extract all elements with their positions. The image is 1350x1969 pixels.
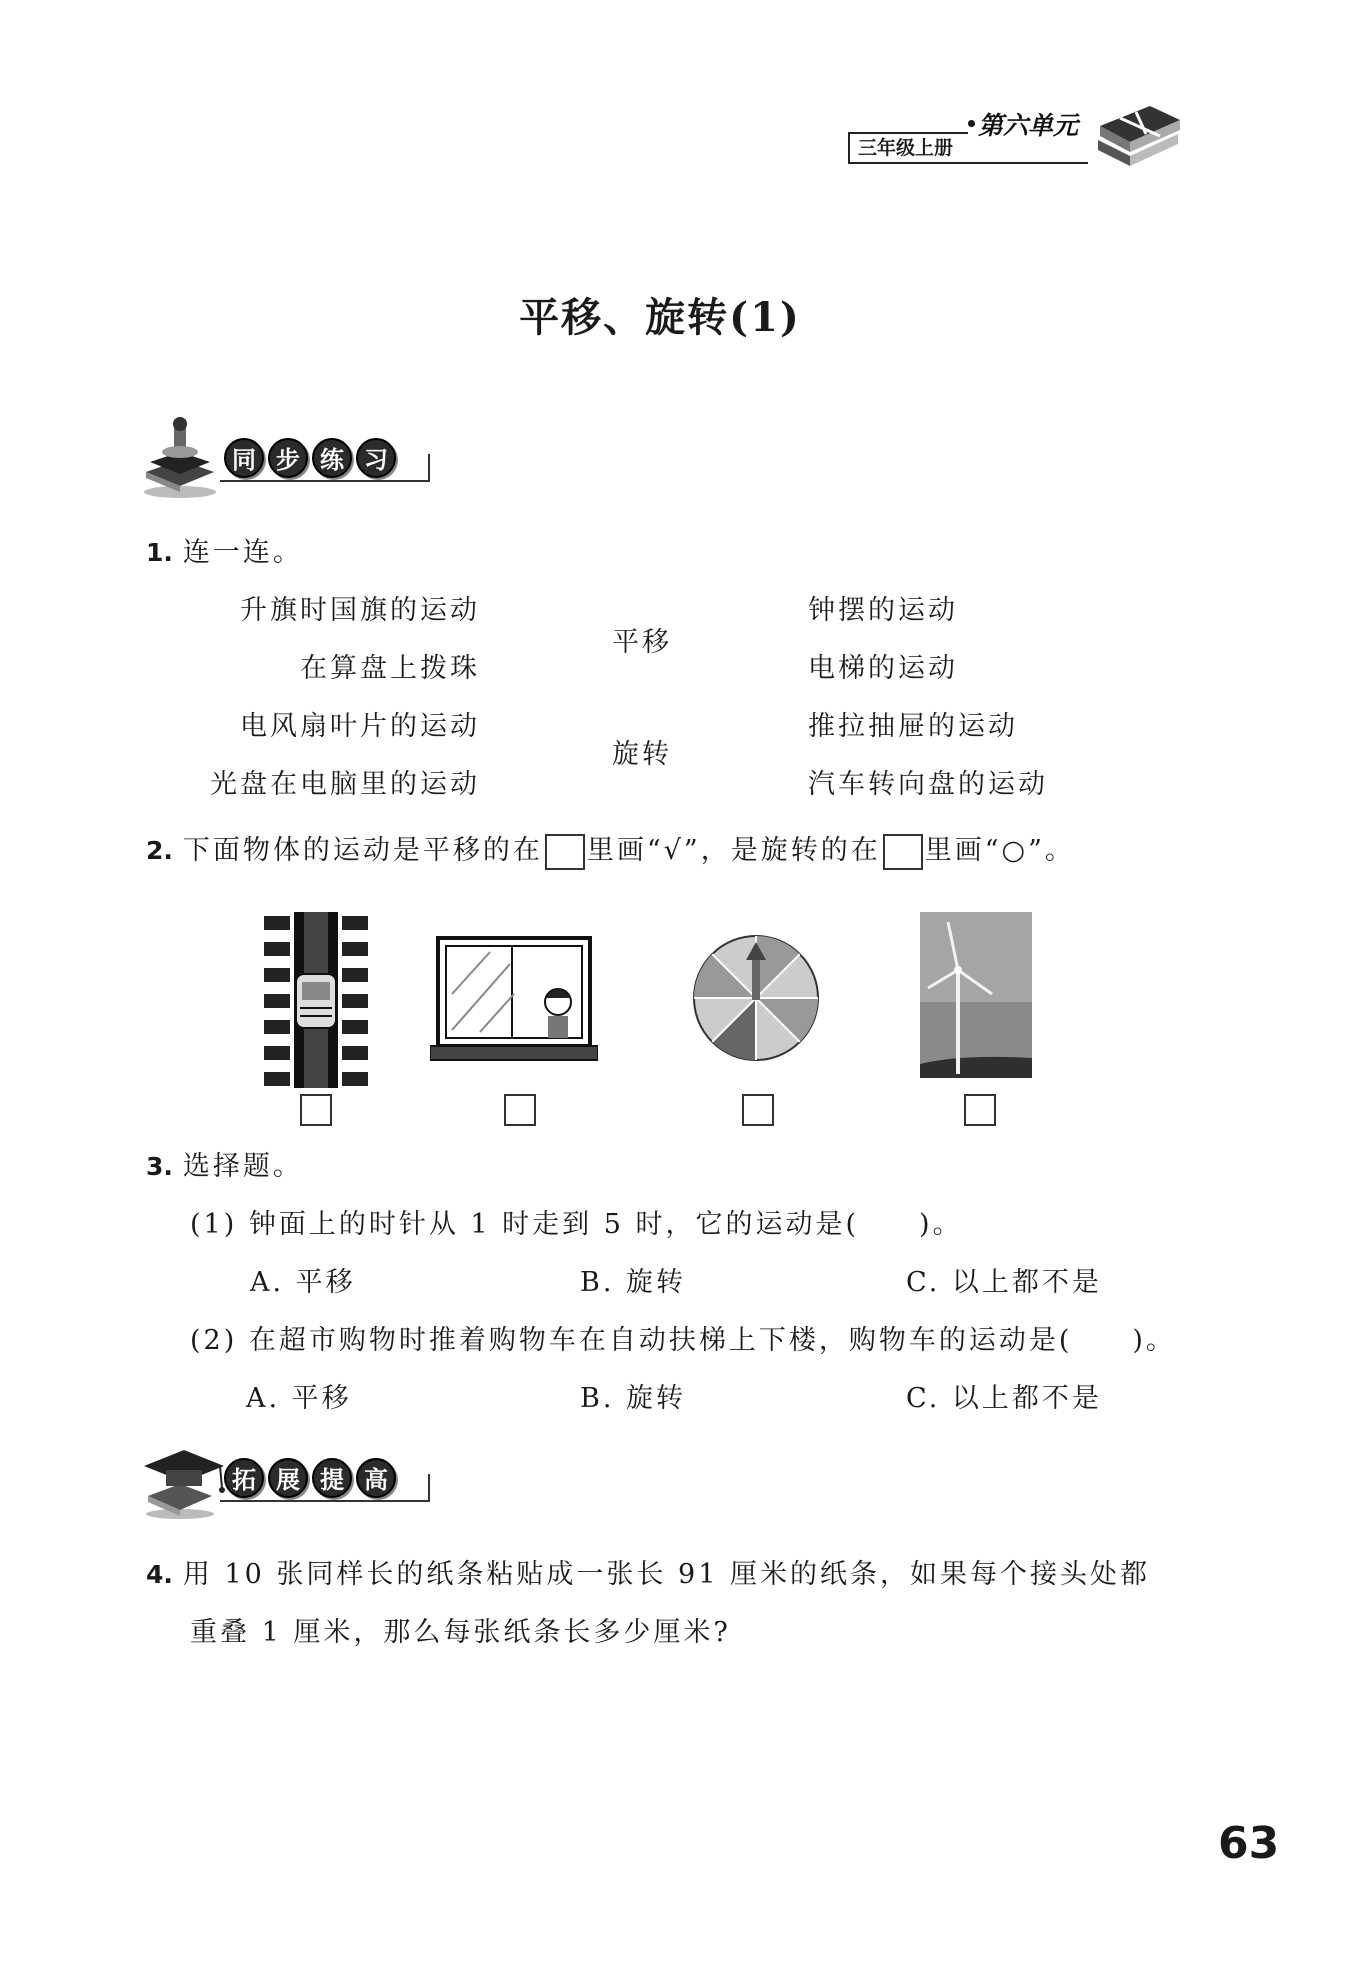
question-number: 2. xyxy=(146,836,173,865)
grade-label: 三年级上册 xyxy=(848,132,968,164)
question-text: 连一连。 xyxy=(182,537,303,568)
section-banner-sync-practice xyxy=(140,416,440,500)
question-number: 4. xyxy=(146,1560,173,1589)
answer-checkbox-turbine[interactable] xyxy=(964,1094,996,1126)
match-left-item[interactable]: 在算盘上拨珠 xyxy=(300,653,480,684)
banner-char: 提 xyxy=(312,1458,352,1498)
question-1 xyxy=(146,530,303,569)
question-number: 3. xyxy=(146,1152,173,1181)
match-right-item[interactable]: 汽车转向盘的运动 xyxy=(808,769,1048,800)
question-text: 选择题。 xyxy=(182,1151,303,1182)
banner-char: 拓 xyxy=(224,1458,264,1498)
banner-line xyxy=(220,480,430,482)
banner-char: 高 xyxy=(356,1458,396,1498)
page-title: 平移、旋转(1) xyxy=(519,294,801,341)
wind-turbine-image xyxy=(920,912,1032,1078)
graduation-cap-icon xyxy=(140,1436,230,1520)
option-c[interactable]: C. 以上都不是 xyxy=(906,1267,1102,1298)
option-a[interactable]: A. 平移 xyxy=(246,1383,352,1414)
banner-line xyxy=(428,454,430,482)
answer-box-sample xyxy=(883,834,923,870)
answer-checkbox-window[interactable] xyxy=(504,1094,536,1126)
option-b[interactable]: B. 旋转 xyxy=(580,1383,687,1414)
unit-label: 第六单元 xyxy=(978,111,1079,140)
match-left-item[interactable]: 升旗时国旗的运动 xyxy=(240,595,480,626)
page-number: 63 xyxy=(1218,1818,1280,1869)
option-a[interactable]: A. 平移 xyxy=(250,1267,356,1298)
elevator-image xyxy=(264,912,368,1088)
question-2 xyxy=(146,828,1075,870)
question-3-2: (2) 在超市购物时推着购物车在自动扶梯上下楼，购物车的运动是( )。 xyxy=(190,1325,1176,1356)
spinner-image xyxy=(690,932,822,1064)
banner-line xyxy=(428,1474,430,1502)
banner-char: 步 xyxy=(268,438,308,478)
question-4 xyxy=(146,1552,1150,1591)
match-right-item[interactable]: 钟摆的运动 xyxy=(808,595,958,626)
option-b[interactable]: B. 旋转 xyxy=(580,1267,687,1298)
question-3 xyxy=(146,1144,303,1183)
question-number: 1. xyxy=(146,538,173,567)
banner-char: 同 xyxy=(224,438,264,478)
answer-checkbox-spinner[interactable] xyxy=(742,1094,774,1126)
answer-box-sample xyxy=(545,834,585,870)
header-dot xyxy=(968,120,975,127)
unit-header xyxy=(840,96,1180,176)
answer-checkbox-elevator[interactable] xyxy=(300,1094,332,1126)
match-right-item[interactable]: 推拉抽屉的运动 xyxy=(808,711,1018,742)
banner-char: 习 xyxy=(356,438,396,478)
match-left-item[interactable]: 电风扇叶片的运动 xyxy=(240,711,480,742)
match-middle-rotation[interactable]: 旋转 xyxy=(612,739,672,770)
header-underline xyxy=(968,162,1088,164)
lamp-books-icon xyxy=(140,416,230,500)
banner-line xyxy=(220,1500,430,1502)
question-text: 用 10 张同样长的纸条粘贴成一张长 91 厘米的纸条，如果每个接头处都 xyxy=(182,1559,1150,1590)
sliding-window-image xyxy=(430,934,598,1064)
match-left-item[interactable]: 光盘在电脑里的运动 xyxy=(210,769,480,800)
question-text: 下面物体的运动是平移的在 xyxy=(182,835,543,866)
question-text: 里画“○”。 xyxy=(924,835,1075,866)
banner-char: 展 xyxy=(268,1458,308,1498)
books-icon xyxy=(1090,96,1182,172)
section-banner-extension xyxy=(140,1436,440,1520)
option-c[interactable]: C. 以上都不是 xyxy=(906,1383,1102,1414)
question-4-line2: 重叠 1 厘米，那么每张纸条长多少厘米? xyxy=(190,1617,731,1648)
banner-char: 练 xyxy=(312,438,352,478)
question-text: 里画“√”，是旋转的在 xyxy=(586,835,881,866)
match-right-item[interactable]: 电梯的运动 xyxy=(808,653,958,684)
question-3-1: (1) 钟面上的时针从 1 时走到 5 时，它的运动是( )。 xyxy=(190,1209,963,1240)
match-middle-translation[interactable]: 平移 xyxy=(612,627,672,658)
